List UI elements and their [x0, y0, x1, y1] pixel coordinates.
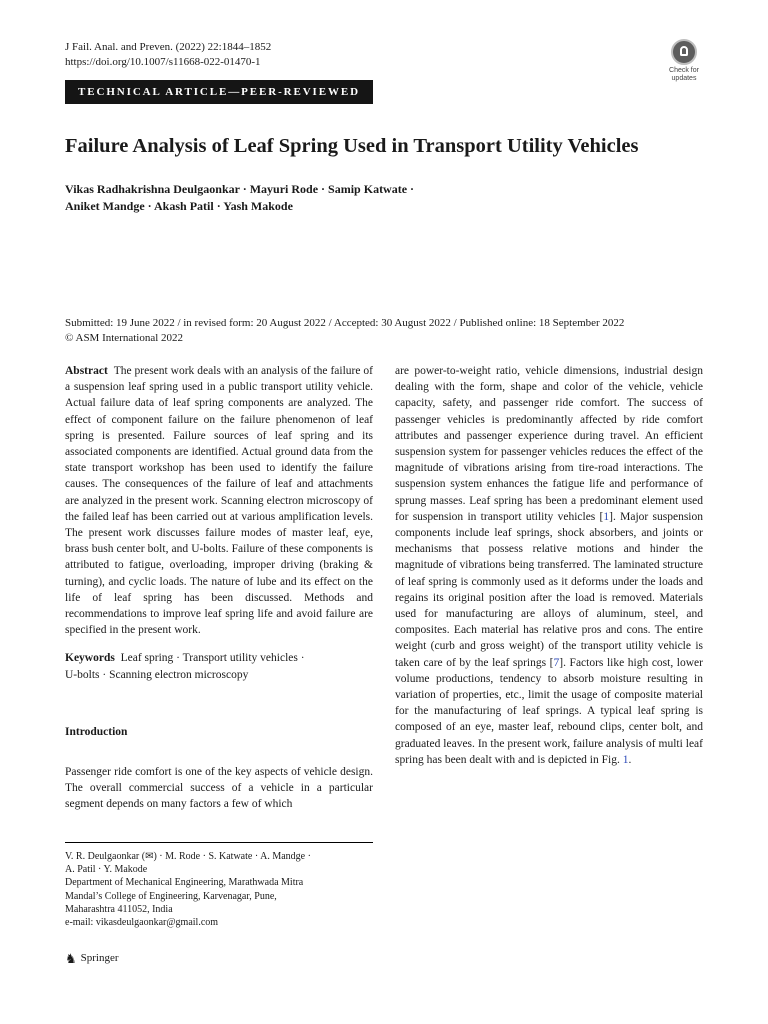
article-type-badge: TECHNICAL ARTICLE—PEER-REVIEWED — [65, 80, 373, 104]
springer-horse-icon: ♞ — [65, 950, 77, 966]
footer-authors-1: V. R. Deulgaonkar (✉) · M. Rode · S. Katwate · A. Mandge · — [65, 851, 311, 862]
keywords — [65, 650, 373, 682]
introduction-paragraph-right: are power-to-weight ratio, vehicle dimensions, industrial design dealing with the form, shape and color of the vehicle, vehicle capacity, safety, and passenger ride comfort. The success of passenger vehicles is predominantly affected by ride comfort attributes and passenger experience during travel. An efficient suspension system for passenger vehicles reduces the effect of the magnitude of vibrations arising from tire-road interactions. The suspension system enhances the fatigue life and performance of sprung masses. Leaf spring has been a predominant element used for suspension in transport utility vehicles [1]. Major suspension components include leaf springs, shock absorbers, and joints or mechanisms that possess relative motions and hinder the magnitude of vibrations being transferred. The laminated structure of leaf spring is commonly used as it deforms under the loads and regains its original position after the load is removed. Materials used for manufacturing are alloys of aluminum, steel, and composites. Each material has relative pros and cons. The entire weight (curb and gross weight) of the transport utility vehicle is taken care of by the leaf springs [7]. Factors like high cost, lower volume productions, tendency to absorb moisture resulting in variation of properties, etc., limit the usage of composite material for the manufacturing of leaf springs. A typical leaf spring is composed of an eye, master leaf, rebound clips, center bolt, and graduated leaves. In the present work, failure analysis of multi leaf spring has been dealt with and is depicted in Fig. 1. — [395, 365, 703, 766]
doi-link[interactable]: https://doi.org/10.1007/s11668-022-01470-1 — [65, 55, 261, 68]
copyright: © ASM International 2022 — [65, 331, 184, 344]
citation-link[interactable]: 1 — [603, 510, 610, 523]
abstract-text: The present work deals with an analysis of the failure of a suspension leaf spring used in a public transport utility vehicle. Actual failure data of leaf spring components are analyzed. The effect of component failure on the failure phenomenon of leaf spring is presented. Failure sources of leaf spring and its associated components are identified. Actual ground data from the state transport workshop has been used to identify the failure causes. The consequences of the failure of leaf and attachments are analyzed in the present work. Scanning electron microscopy of the failed leaf has been carried out at various amplification levels. The present work discusses failure modes of master leaf, eye, brass bush center bolt, and U-bolts. Failure of these components is attributed to fatigue, overloading, improper driving (braking & turning), and cyclic loads. The nature of lube and its effect on the life of leaf spring has been discussed. Methods and recommendations to improve leaf spring life and avoid failure are specified in the present work. — [65, 365, 374, 637]
article-title: Failure Analysis of Leaf Spring Used in Transport Utility Vehicles — [65, 135, 639, 157]
affiliation-3: Maharashtra 411052, India — [65, 903, 173, 915]
introduction-paragraph-left: Passenger ride comfort is one of the key aspects of vehicle design. The overall commercial success of a vehicle in a particular segment depends on many factors a few of which — [65, 766, 373, 811]
keywords-label: Keywords — [65, 652, 115, 665]
figure-link[interactable]: 1 — [622, 753, 629, 766]
author-list — [65, 181, 414, 215]
author-line-2: Aniket Mandge · Akash Patil · Yash Makode — [65, 199, 293, 213]
publisher-name: Springer — [80, 952, 119, 964]
left-column — [65, 363, 373, 813]
journal-meta — [65, 40, 271, 69]
introduction-heading: Introduction — [65, 725, 128, 738]
affiliation-1: Department of Mechanical Engineering, Marathwada Mitra — [65, 877, 304, 889]
author-email[interactable]: e-mail: vikasdeulgaonkar@gmail.com — [65, 917, 219, 929]
footer-authors-2: A. Patil · Y. Makode — [65, 864, 148, 876]
journal-line: J Fail. Anal. and Preven. (2022) 22:1844–1852 — [65, 41, 272, 53]
footnote-divider — [65, 842, 373, 843]
abstract — [65, 363, 373, 638]
author-line-1: Vikas Radhakrishna Deulgaonkar · Mayuri Rode · Samip Katwate · — [65, 182, 415, 196]
dates-line: Submitted: 19 June 2022 / in revised form: 20 August 2022 / Accepted: 30 August 2022 / Published online: 18 September 2022 — [65, 317, 625, 329]
check-updates-label: Check for updates — [669, 67, 699, 82]
check-for-updates-button[interactable] — [664, 39, 704, 83]
publisher-logo — [65, 952, 119, 964]
publication-history — [65, 316, 624, 345]
author-affiliation — [65, 850, 373, 929]
check-updates-icon — [671, 39, 697, 65]
keywords-line-1: Leaf spring · Transport utility vehicles · — [120, 652, 305, 665]
keywords-line-2: U-bolts · Scanning electron microscopy — [65, 668, 249, 681]
right-column — [395, 363, 703, 768]
affiliation-2: Mandal’s College of Engineering, Karvenagar, Pune, — [65, 890, 277, 902]
citation-link[interactable]: 7 — [553, 656, 560, 669]
abstract-label: Abstract — [65, 365, 108, 377]
